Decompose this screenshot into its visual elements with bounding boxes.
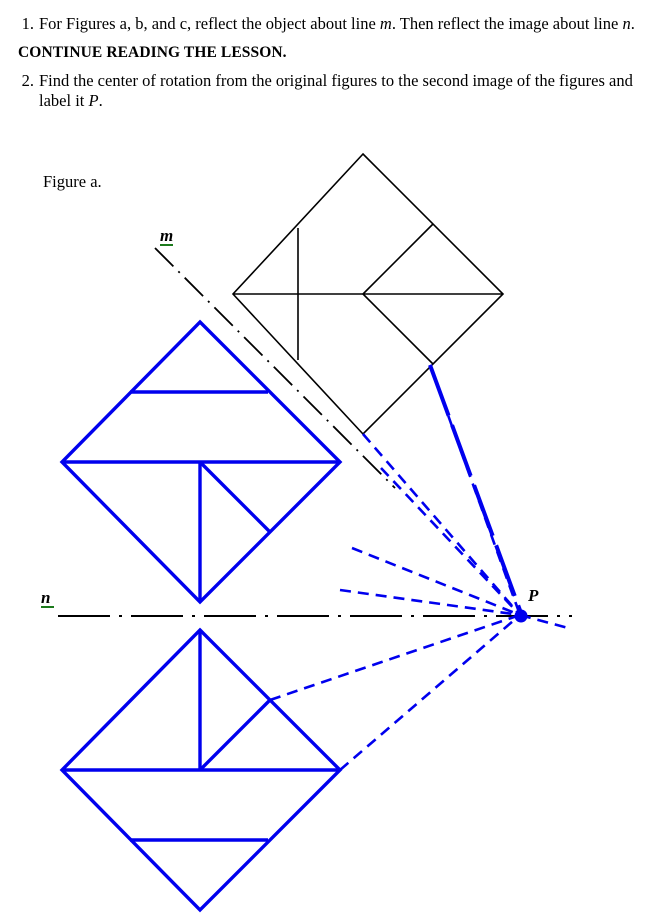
line-m-label-text: m	[160, 226, 174, 245]
point-p-label-text: P	[528, 586, 539, 605]
instruction-1-italic-n: n	[622, 14, 631, 33]
ray-first-image-to-p-1	[340, 590, 520, 615]
solid-ray-to-p	[430, 365, 521, 613]
instruction-1-text-part2: . Then reflect the image about line	[391, 14, 623, 33]
ray-second-image-to-p-2	[270, 615, 520, 700]
original-upper-diagonal	[363, 224, 433, 294]
rotation-rays	[270, 365, 568, 770]
figure-caption: Figure a.	[43, 172, 102, 191]
original-figure	[233, 154, 503, 434]
ray-original-to-p-2	[363, 434, 520, 615]
instruction-2-italic-p: P	[88, 91, 99, 111]
ray-second-image-to-p-1	[340, 615, 520, 770]
instruction-2-text-part1: Find the center of rotation from the original figures to the second image of the figures and label it	[39, 70, 633, 111]
line-m-stroke	[155, 248, 395, 488]
line-n-label-text: n	[41, 588, 51, 607]
second-image-upper-diagonal	[200, 700, 270, 770]
point-p-dot	[515, 610, 528, 623]
instruction-1-italic-m: m	[379, 14, 392, 33]
line-m-label	[160, 226, 173, 246]
first-image-lower-diagonal	[200, 462, 270, 532]
line-n-label	[41, 588, 54, 608]
second-image-figure	[62, 630, 340, 910]
ray-first-image-to-p-2	[352, 548, 520, 615]
original-lower-diagonal	[363, 294, 433, 364]
instruction-1-text-part1: For Figures a, b, and c, reflect the object about line	[39, 14, 380, 33]
instruction-2-number: 2.	[21, 70, 34, 90]
instruction-1-text-part3: .	[630, 14, 635, 33]
line-m	[155, 248, 395, 488]
instruction-2-text-part2: .	[98, 91, 103, 111]
ray-mid-to-p	[381, 468, 520, 615]
point-p-label	[528, 586, 538, 606]
instruction-1-number: 1.	[21, 14, 34, 33]
continue-reading-callout: CONTINUE READING THE LESSON.	[18, 43, 287, 61]
